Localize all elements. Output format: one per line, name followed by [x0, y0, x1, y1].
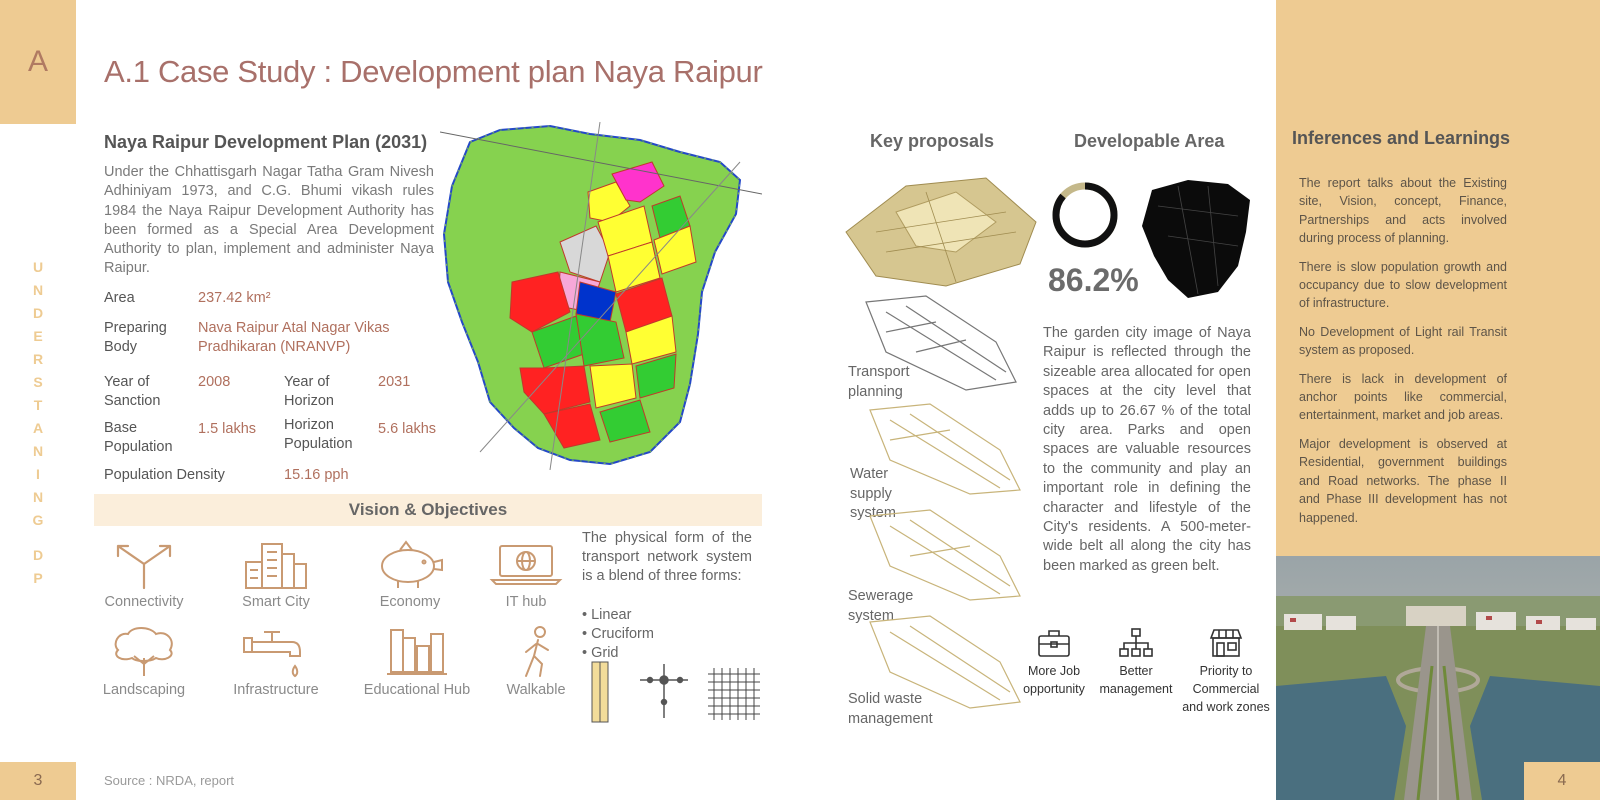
page-number-right	[1524, 762, 1600, 800]
proposal-label-line: Sewerage	[848, 588, 914, 604]
transport-forms-list	[582, 606, 654, 664]
proposal-label-line: management	[848, 710, 933, 727]
tap-icon	[236, 624, 316, 678]
inference-paragraph: No Development of Light rail Transit system as proposed.	[1299, 324, 1507, 358]
vertical-letter: P	[33, 570, 43, 586]
horizon-value: 2031	[378, 374, 411, 390]
vertical-letter: D	[32, 305, 44, 321]
sanction-value: 2008	[198, 374, 231, 390]
vision-item-label: Connectivity	[104, 594, 184, 610]
vision-item-label: Smart City	[242, 594, 310, 610]
base-population-label-line: Population	[104, 439, 173, 455]
transport-text: The physical form of the transport network system is a blend of three forms:	[582, 530, 752, 585]
sanction-label-line: Year of	[104, 374, 150, 390]
walking-person-icon	[496, 624, 576, 678]
proposal-label-transport	[848, 363, 910, 402]
proposal-label-line: Water	[850, 466, 889, 482]
benefit-label-line: Better	[1119, 664, 1153, 678]
vertical-letter: T	[33, 397, 43, 413]
vision-item-economy	[350, 536, 470, 610]
vision-item-educational-hub	[357, 624, 477, 698]
base-population-value: 1.5 lakhs	[198, 421, 257, 437]
key-proposals-map	[836, 172, 1040, 292]
vision-item-label: Infrastructure	[233, 682, 319, 698]
benefit-label-line: Priority to	[1199, 664, 1253, 678]
benefit-priority	[1178, 628, 1274, 716]
list-item: • Grid	[582, 645, 619, 662]
horizon-label-line: Horizon	[284, 393, 334, 409]
section-tab-letter: A	[27, 45, 48, 78]
plan-heading: Naya Raipur Development Plan (2031)	[104, 132, 428, 152]
inference-paragraph: There is slow population growth and occupancy due to slow development of infrastructure.	[1299, 259, 1507, 311]
preparing-label-line: Preparing	[104, 320, 167, 336]
horizon-label	[284, 373, 334, 411]
vertical-letter: R	[32, 351, 44, 367]
inference-paragraph: Major development is observed at Residential, government buildings and Road networks. The phase II and Phase III development has not happened.	[1299, 436, 1507, 525]
proposals-heading: Key proposals	[870, 131, 995, 151]
org-chart-icon	[1118, 628, 1154, 658]
density-value: 15.16 pph	[284, 467, 349, 483]
vertical-letter: A	[32, 420, 44, 436]
piggy-bank-icon	[370, 536, 450, 590]
proposal-label-line: system	[848, 607, 894, 624]
proposal-label-line: system	[850, 505, 896, 521]
preparing-value-line: Nava Raipur Atal Nagar Vikas	[198, 320, 390, 336]
horizon-population-label-line: Horizon	[284, 417, 334, 433]
plan-intro: Under the Chhattisgarh Nagar Tatha Gram Nivesh Adhiniyam 1973, and C.G. Bhumi vikash rules 1984 the Naya Raipur Development Authority has been formed as a Special Area Development Authority to plan, implement and administer Naya Raipur.	[104, 164, 434, 277]
developable-area-map	[1138, 176, 1256, 300]
page-number-right-text: 4	[1557, 772, 1567, 789]
vision-item-it-hub	[466, 536, 586, 610]
section-tab	[0, 0, 76, 124]
proposal-label-line: Transport	[848, 364, 910, 380]
vision-item-label: Landscaping	[102, 682, 186, 698]
inference-paragraph: There is lack in development of anchor points like commercial, entertainment, market and job areas.	[1299, 371, 1507, 423]
vision-item-label: IT hub	[505, 594, 547, 610]
vertical-letter: N	[32, 489, 44, 505]
vertical-letter: I	[36, 466, 40, 482]
vision-item-infrastructure	[216, 624, 336, 698]
benefit-label-line: Commercial	[1192, 682, 1260, 696]
proposal-label-line: supply	[850, 485, 892, 502]
books-icon	[377, 624, 457, 678]
horizon-population-label-line: Population	[284, 436, 353, 452]
vertical-letter: E	[33, 328, 43, 344]
page-title: A.1 Case Study : Development plan Naya Raipur	[104, 54, 763, 89]
developable-donut	[1050, 180, 1120, 250]
page-number-left-text: 3	[33, 772, 43, 789]
vertical-letter: D	[32, 547, 44, 563]
list-item: • Cruciform	[582, 626, 654, 643]
storefront-icon	[1208, 628, 1244, 658]
vertical-section-label	[28, 256, 48, 590]
horizon-population-value: 5.6 lakhs	[378, 421, 437, 437]
smart-city-icon	[236, 536, 316, 590]
vertical-letter: G	[32, 512, 44, 528]
area-value: 237.42 km²	[198, 290, 271, 306]
horizon-population-label	[284, 416, 353, 454]
proposal-label-solid-waste	[848, 690, 933, 729]
benefit-label-line: More Job	[1027, 664, 1081, 678]
vertical-letter: U	[32, 259, 44, 275]
preparing-label	[104, 319, 167, 357]
benefit-label-line: management	[1099, 682, 1173, 696]
vision-item-connectivity	[84, 536, 204, 610]
vision-heading: Vision & Objectives	[348, 500, 508, 519]
tree-icon	[104, 624, 184, 678]
vision-item-label: Educational Hub	[363, 682, 471, 698]
vision-item-smart-city	[216, 536, 336, 610]
vertical-letter: N	[32, 443, 44, 459]
vision-item-landscaping	[84, 624, 204, 698]
sanction-label	[104, 373, 160, 411]
garden-city-text: The garden city image of Naya Raipur is reflected through the sizeable area allocated for open spaces at the city level that adds up to 26.67 % of the total city area. Parks and open spaces are valuable resources to the community and play an important role in defining the character and lifestyle of the City's residents. A 500-meter-wide belt all along the city has been marked as green belt.	[1043, 325, 1251, 574]
vertical-letter: N	[32, 282, 44, 298]
horizon-label-line: Year of	[284, 374, 330, 390]
briefcase-icon	[1036, 628, 1072, 658]
sanction-label-line: Sanction	[104, 393, 161, 409]
inferences-text	[1299, 174, 1507, 537]
vision-item-label: Economy	[379, 594, 441, 610]
laptop-globe-icon	[486, 536, 566, 590]
preparing-value-line: Pradhikaran (NRANVP)	[198, 339, 351, 355]
vision-item-walkable	[476, 624, 596, 698]
proposal-label-line: Solid waste	[848, 691, 923, 707]
developable-heading: Developable Area	[1074, 131, 1225, 151]
inferences-heading: Inferences and Learnings	[1292, 128, 1511, 148]
inference-paragraph: The report talks about the Existing site, Vision, concept, Finance, Partnerships and acts involved during process of planning.	[1299, 176, 1507, 246]
benefit-label-line: and work zones	[1182, 700, 1270, 714]
transport-forms-diagram	[586, 658, 776, 726]
developable-percent: 86.2%	[1048, 262, 1139, 298]
vertical-letter: S	[33, 374, 43, 390]
area-label: Area	[104, 290, 135, 306]
proposal-label-line: planning	[848, 383, 903, 400]
source-note: Source : NRDA, report	[104, 773, 235, 788]
preparing-label-line: Body	[104, 339, 138, 355]
base-population-label	[104, 419, 173, 457]
page-number-left	[0, 762, 76, 800]
density-label: Population Density	[104, 467, 225, 483]
list-item: • Linear	[582, 607, 632, 623]
benefit-label-line: opportunity	[1023, 682, 1085, 696]
base-population-label-line: Base	[104, 420, 138, 436]
land-use-map	[440, 122, 762, 470]
vision-item-label: Walkable	[506, 682, 566, 698]
benefit-management	[1088, 628, 1184, 698]
vision-band	[94, 494, 762, 526]
preparing-value	[198, 319, 390, 357]
connectivity-icon	[104, 536, 184, 590]
